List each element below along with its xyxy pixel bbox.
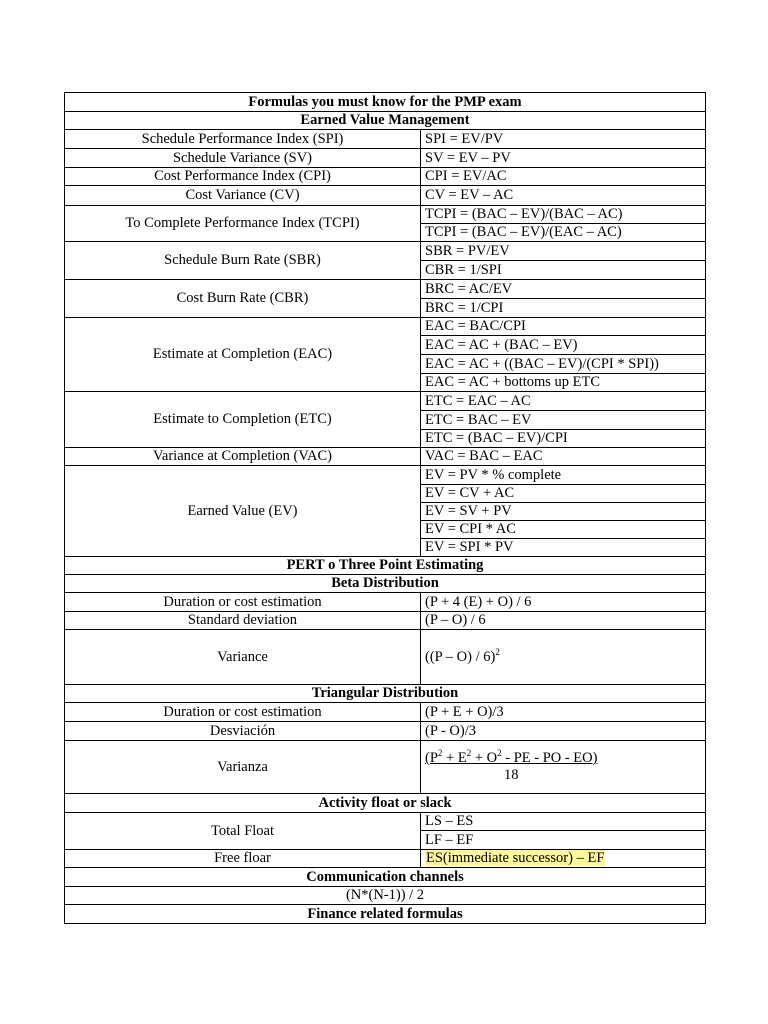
eac-label: Estimate at Completion (EAC) [65,318,421,392]
total-float-formula-1: LS – ES [421,813,706,831]
spi-label: Schedule Performance Index (SPI) [65,130,421,149]
ev-formula-3: EV = SV + PV [421,503,706,521]
sv-label: Schedule Variance (SV) [65,149,421,168]
etc-label: Estimate to Completion (ETC) [65,392,421,448]
eac-formula-1: EAC = BAC/CPI [421,318,706,336]
cpi-label: Cost Performance Index (CPI) [65,168,421,186]
spi-formula: SPI = EV/PV [421,130,706,149]
vac-label: Variance at Completion (VAC) [65,448,421,466]
exp-e: 2 [466,748,472,759]
cv-label: Cost Variance (CV) [65,186,421,206]
etc-formula-3: ETC = (BAC – EV)/CPI [421,430,706,448]
etc-formula-2: ETC = BAC – EV [421,411,706,430]
etc-formula-1: ETC = EAC – AC [421,392,706,411]
num-part-rest: - PE - PO - EO) [501,750,598,766]
formula-table [64,92,706,924]
cpi-formula: CPI = EV/AC [421,168,706,186]
beta-stddev-label: Standard deviation [65,612,421,630]
beta-variance-label: Variance [65,630,421,685]
ev-label: Earned Value (EV) [65,466,421,557]
section-triangular: Triangular Distribution [65,685,706,703]
tri-varianza-denominator: 18 [503,767,519,783]
exp-o: 2 [497,748,502,759]
cv-formula: CV = EV – AC [421,186,706,206]
tcpi-label: To Complete Performance Index (TCPI) [65,206,421,242]
eac-formula-3: EAC = AC + ((BAC – EV)/(CPI * SPI)) [421,355,706,374]
beta-variance-exponent: 2 [495,646,500,657]
sbr-formula-2: CBR = 1/SPI [421,261,706,280]
section-float: Activity float or slack [65,794,706,813]
sbr-formula-1: SBR = PV/EV [421,242,706,261]
beta-variance-base: ((P – O) / 6) [425,648,496,665]
total-float-label: Total Float [65,813,421,850]
tcpi-formula-2: TCPI = (BAC – EV)/(EAC – AC) [421,224,706,242]
total-float-formula-2: LF – EF [421,831,706,850]
eac-formula-2: EAC = AC + (BAC – EV) [421,336,706,355]
free-float-formula: ES(immediate successor) – EF [426,850,605,866]
num-part-e: + E [442,750,467,766]
tri-varianza-numerator [425,750,597,767]
tri-duration-label: Duration or cost estimation [65,703,421,722]
communication-formula: (N*(N-1)) / 2 [65,887,706,905]
vac-formula: VAC = BAC – EAC [421,448,706,466]
tri-duration-formula: (P + E + O)/3 [421,703,706,722]
tri-desviacion-label: Desviación [65,722,421,741]
ev-formula-1: EV = PV * % complete [421,466,706,485]
beta-variance-formula [421,630,706,685]
section-finance: Finance related formulas [65,905,706,924]
cbr-formula-2: BRC = 1/CPI [421,299,706,318]
ev-formula-2: EV = CV + AC [421,485,706,503]
section-communication: Communication channels [65,868,706,887]
tri-varianza-formula [421,741,706,794]
cbr-label: Cost Burn Rate (CBR) [65,280,421,318]
ev-formula-4: EV = CPI * AC [421,521,706,539]
page-title: Formulas you must know for the PMP exam [65,93,706,112]
num-part-p: (P [425,750,438,766]
section-evm: Earned Value Management [65,112,706,130]
tri-varianza-label: Varianza [65,741,421,794]
free-float-label: Free floar [65,850,421,868]
tcpi-formula-1: TCPI = (BAC – EV)/(BAC – AC) [421,206,706,224]
cbr-formula-1: BRC = AC/EV [421,280,706,299]
beta-duration-formula: (P + 4 (E) + O) / 6 [421,593,706,612]
ev-formula-5: EV = SPI * PV [421,539,706,557]
section-beta: Beta Distribution [65,575,706,593]
tri-varianza-fraction [425,750,597,784]
section-pert: PERT o Three Point Estimating [65,557,706,575]
beta-duration-label: Duration or cost estimation [65,593,421,612]
tri-desviacion-formula: (P - O)/3 [421,722,706,741]
sv-formula: SV = EV – PV [421,149,706,168]
sbr-label: Schedule Burn Rate (SBR) [65,242,421,280]
exp-p: 2 [437,748,443,759]
beta-stddev-formula: (P – O) / 6 [421,612,706,630]
num-part-o: + O [471,750,498,766]
free-float-formula-cell [421,850,706,868]
eac-formula-4: EAC = AC + bottoms up ETC [421,374,706,392]
